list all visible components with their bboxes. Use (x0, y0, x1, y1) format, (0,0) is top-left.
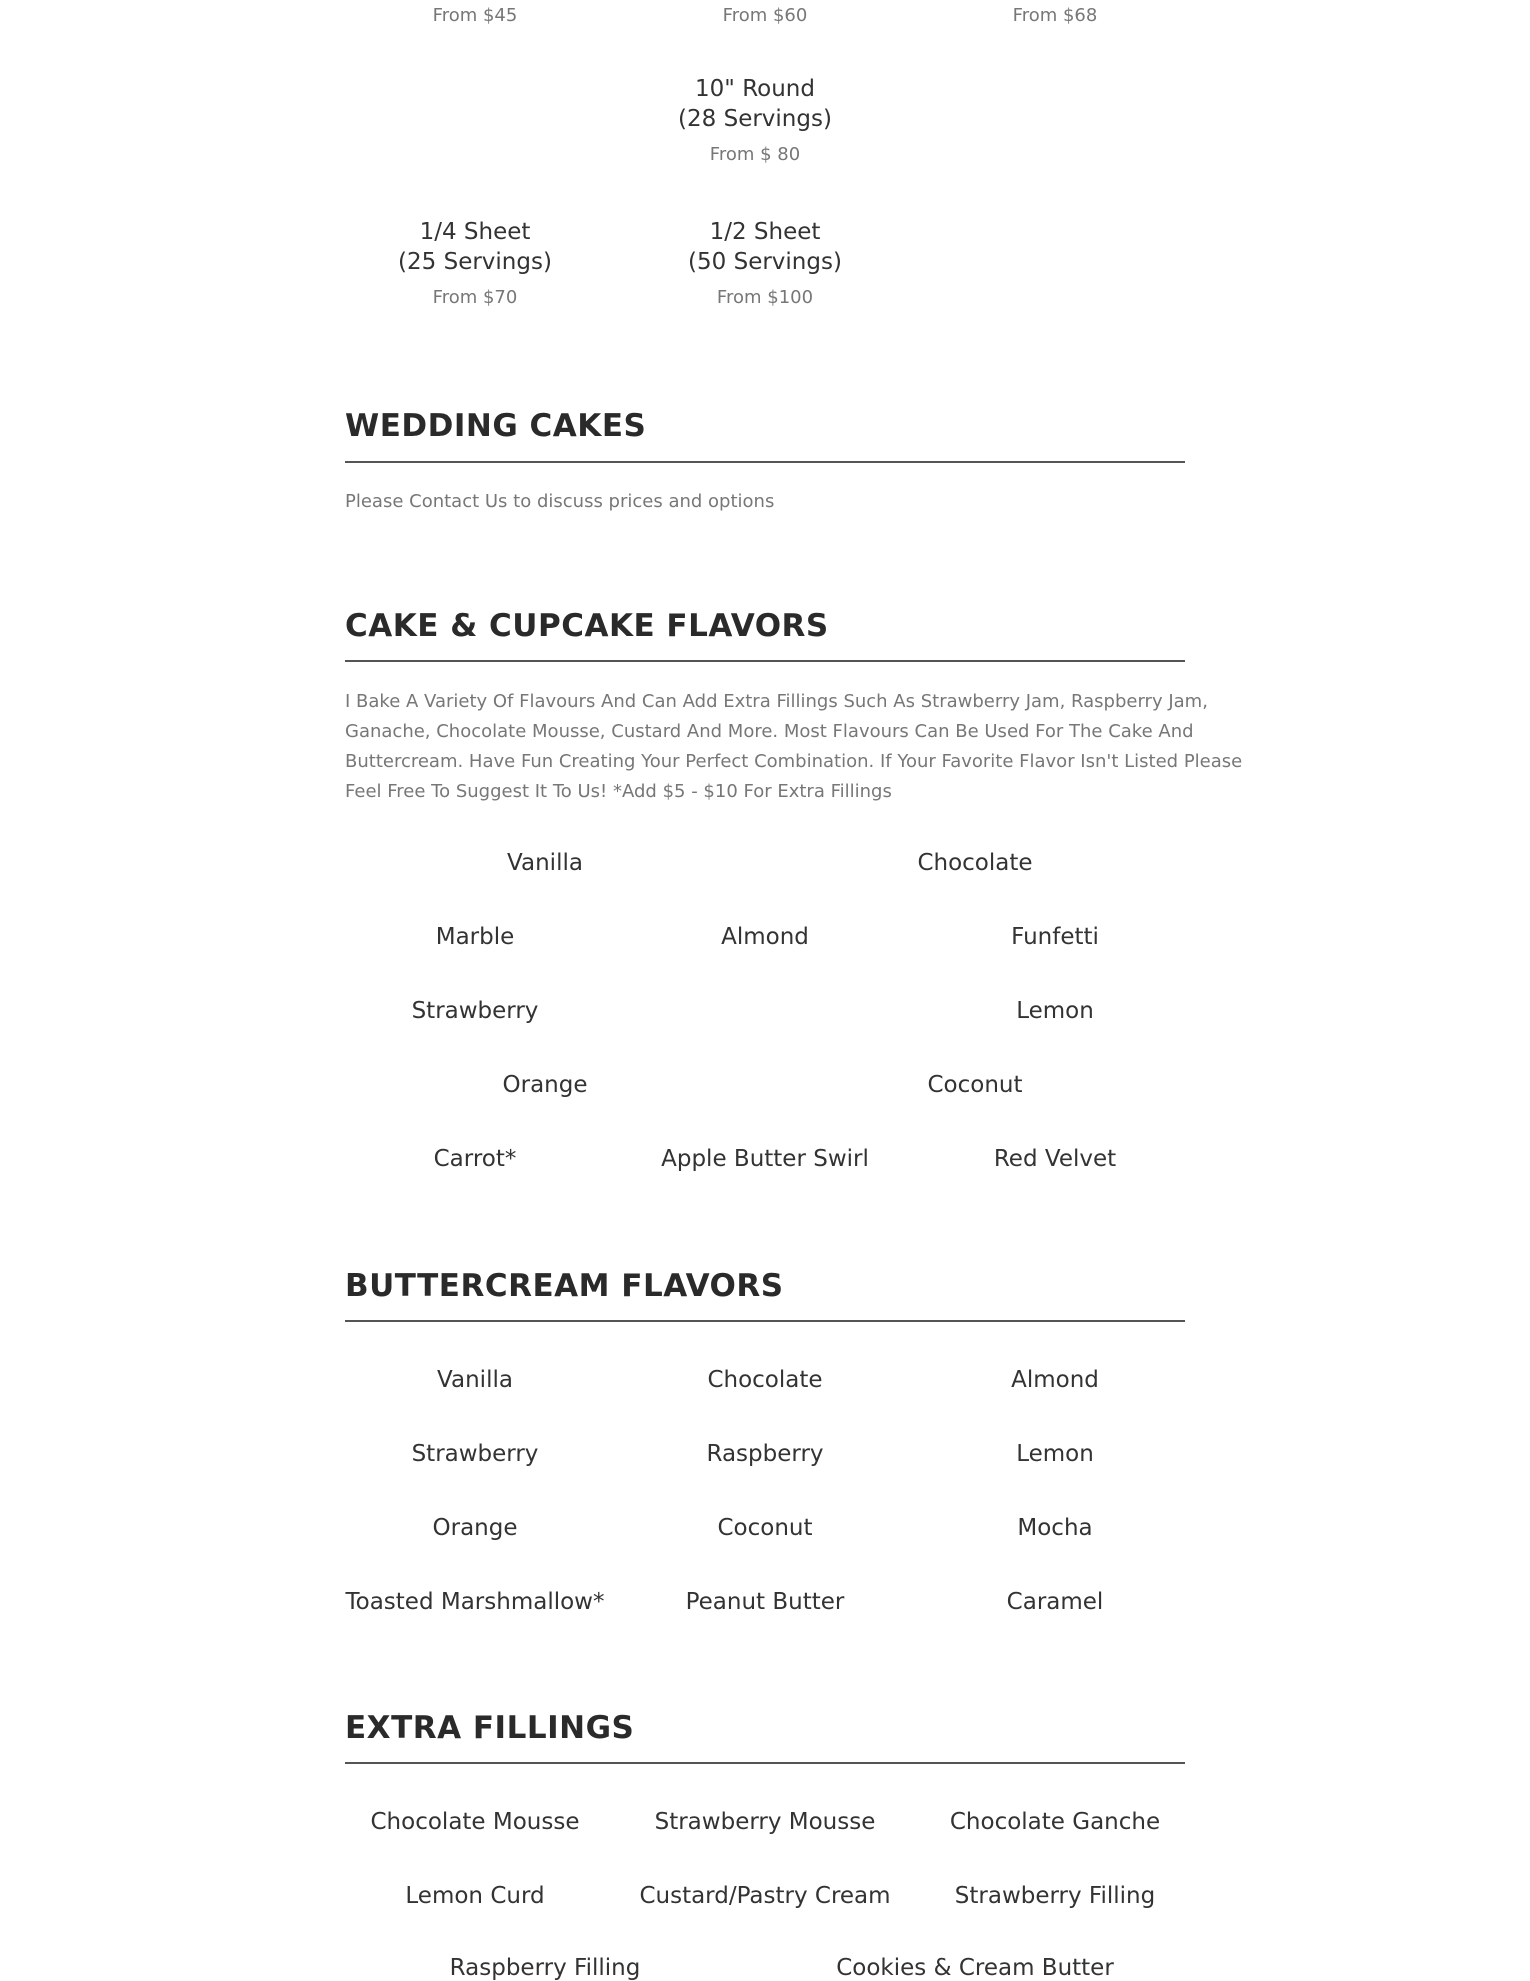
flavor-item: Apple Butter Swirl (661, 1146, 869, 1172)
buttercream-item: Caramel (1006, 1589, 1104, 1615)
size-card-quarter-sheet (398, 217, 552, 308)
desc-line: I Bake A Variety Of Flavours And Can Add Extra Fillings Such As Strawberry Jam, Raspberry Jam, (345, 691, 1208, 712)
filling-item: Strawberry Filling (954, 1883, 1156, 1909)
size-title: 10" Round (695, 76, 815, 102)
flavor-item: Chocolate (917, 850, 1033, 876)
buttercream-item: Almond (1011, 1367, 1099, 1393)
price-label: From $70 (432, 287, 518, 308)
filling-item: Custard/Pastry Cream (639, 1883, 891, 1909)
flavor-item: Carrot* (433, 1146, 517, 1172)
section-title-cake-flavors: CAKE & CUPCAKE FLAVORS (345, 608, 829, 644)
flavor-item: Red Velvet (993, 1146, 1117, 1172)
flavor-item: Strawberry (411, 998, 539, 1024)
size-card-round10 (678, 74, 832, 165)
filling-item: Cookies & Cream Butter (836, 1955, 1114, 1981)
buttercream-item: Chocolate (707, 1367, 823, 1393)
flavor-item: Almond (721, 924, 809, 950)
size-servings: (50 Servings) (688, 249, 842, 275)
buttercream-item: Vanilla (437, 1367, 513, 1393)
size-title: 1/2 Sheet (709, 219, 821, 245)
flavor-item: Lemon (1016, 998, 1094, 1024)
desc-line: Ganache, Chocolate Mousse, Custard And More. Most Flavours Can Be Used For The Cake And (345, 721, 1194, 742)
size-servings: (28 Servings) (678, 106, 832, 132)
filling-item: Chocolate Ganche (949, 1809, 1161, 1835)
filling-item: Lemon Curd (405, 1883, 545, 1909)
buttercream-item: Toasted Marshmallow* (345, 1589, 605, 1615)
buttercream-item: Peanut Butter (685, 1589, 845, 1615)
flavor-item: Funfetti (1011, 924, 1099, 950)
buttercream-item: Raspberry (706, 1441, 824, 1467)
cake-flavors-description (345, 687, 1243, 807)
flavor-item: Marble (435, 924, 515, 950)
price-label: From $60 (722, 5, 808, 26)
price-label: From $45 (432, 5, 518, 26)
buttercream-item: Orange (432, 1515, 518, 1541)
section-divider (345, 461, 1185, 463)
buttercream-item: Lemon (1016, 1441, 1094, 1467)
filling-item: Strawberry Mousse (654, 1809, 876, 1835)
section-divider (345, 660, 1185, 662)
flavor-item: Coconut (927, 1072, 1023, 1098)
section-title-fillings: EXTRA FILLINGS (345, 1710, 635, 1746)
buttercream-item: Strawberry (411, 1441, 539, 1467)
section-divider (345, 1320, 1185, 1322)
filling-item: Raspberry Filling (449, 1955, 641, 1981)
desc-line: Buttercream. Have Fun Creating Your Perfect Combination. If Your Favorite Flavor Isn't Listed Please (345, 751, 1243, 772)
buttercream-item: Coconut (717, 1515, 813, 1541)
flavor-item: Vanilla (507, 850, 583, 876)
size-servings: (25 Servings) (398, 249, 552, 275)
section-title-wedding: WEDDING CAKES (345, 408, 647, 444)
size-card-half-sheet (688, 217, 842, 308)
section-divider (345, 1762, 1185, 1764)
wedding-text: Please Contact Us to discuss prices and options (345, 491, 775, 512)
size-title: 1/4 Sheet (419, 219, 531, 245)
buttercream-item: Mocha (1017, 1515, 1093, 1541)
price-label: From $100 (716, 287, 814, 308)
price-label: From $ 80 (709, 144, 801, 165)
desc-line: Feel Free To Suggest It To Us! *Add $5 - $10 For Extra Fillings (345, 781, 892, 802)
flavor-item: Orange (502, 1072, 588, 1098)
section-title-buttercream: BUTTERCREAM FLAVORS (345, 1268, 784, 1304)
price-label: From $68 (1012, 5, 1098, 26)
filling-item: Chocolate Mousse (370, 1809, 580, 1835)
